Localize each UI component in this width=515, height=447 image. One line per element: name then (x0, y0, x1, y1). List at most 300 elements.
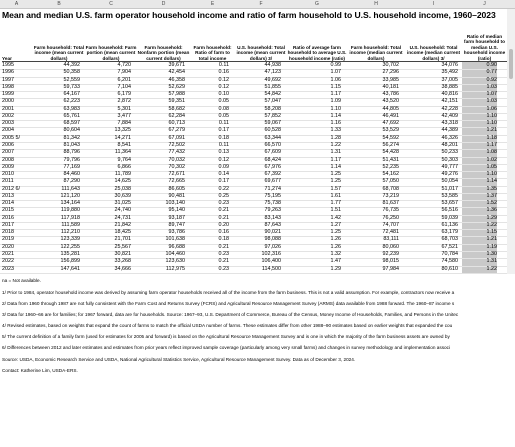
data-cell[interactable]: 57,047 (264, 98, 281, 105)
footnote-line[interactable]: 3/ Data for 1960–66 are for families; for 1967 forward, data are for households. Source: 1967–93, U.S. Department of Commerce, Bureau of the Census, Money Income of Households, Families, and Persons in the Unitec (2, 312, 459, 317)
data-cell[interactable]: 123,339 (60, 236, 80, 243)
data-cell[interactable]: 0.10 (218, 91, 229, 98)
data-cell[interactable]: 87,290 (63, 178, 80, 185)
data-cell[interactable]: 0.77 (486, 69, 497, 76)
data-cell[interactable]: 0.25 (218, 192, 229, 199)
data-cell[interactable]: 72,665 (168, 178, 185, 185)
data-cell[interactable]: 0.11 (218, 141, 229, 148)
year-cell[interactable]: 2011 (2, 178, 14, 185)
data-cell[interactable]: 0.13 (218, 149, 229, 156)
data-cell[interactable]: 1.17 (330, 156, 341, 163)
data-cell[interactable]: 44,389 (441, 127, 458, 134)
data-cell[interactable]: 1.16 (330, 120, 341, 127)
year-cell[interactable]: 2023 (2, 265, 14, 272)
data-cell[interactable]: 1.25 (330, 171, 341, 178)
year-cell[interactable]: 2008 (2, 156, 14, 163)
data-cell[interactable]: 1.37 (486, 192, 497, 199)
data-cell[interactable]: 1.31 (486, 258, 497, 265)
footnote-line[interactable]: 6/ Differences between 2012 and later estimates and estimates from prior years reflect improved sample coverage (particularly among very small farms) and changes in survey methodology and implementation associ (2, 345, 451, 350)
data-cell[interactable]: 1.32 (330, 251, 341, 258)
data-cell[interactable]: 40,816 (441, 91, 458, 98)
data-cell[interactable]: 1.10 (486, 171, 497, 178)
data-cell[interactable]: 72,481 (382, 229, 399, 236)
data-cell[interactable]: 1.35 (486, 185, 497, 192)
data-cell[interactable]: 50,233 (441, 149, 458, 156)
data-cell[interactable]: 62,284 (168, 112, 185, 119)
data-cell[interactable]: 50,054 (441, 178, 458, 185)
data-cell[interactable]: 51,017 (441, 185, 458, 192)
data-cell[interactable]: 102,316 (261, 251, 281, 258)
data-cell[interactable]: 1.30 (486, 251, 497, 258)
data-cell[interactable]: 1.10 (330, 105, 341, 112)
data-cell[interactable]: 1.22 (486, 221, 497, 228)
data-cell[interactable]: 60,713 (168, 120, 185, 127)
data-cell[interactable]: 1.29 (486, 214, 497, 221)
data-cell[interactable]: 7,104 (117, 83, 131, 90)
data-cell[interactable]: 39,671 (168, 62, 185, 68)
data-cell[interactable]: 59,039 (441, 214, 458, 221)
year-cell[interactable]: 2002 (2, 112, 14, 119)
data-cell[interactable]: 59,067 (264, 120, 281, 127)
data-cell[interactable]: 103,140 (165, 200, 185, 207)
data-cell[interactable]: 81,637 (382, 200, 399, 207)
data-cell[interactable]: 1.42 (330, 214, 341, 221)
data-cell[interactable]: 42,454 (168, 69, 185, 76)
header-farm-total-mean[interactable]: Farm household: Total income (mean current dollars) (33, 24, 85, 62)
data-cell[interactable]: 5,301 (117, 105, 131, 112)
data-cell[interactable]: 46,326 (441, 134, 458, 141)
data-cell[interactable]: 74,707 (382, 221, 399, 228)
data-cell[interactable]: 1.31 (330, 149, 341, 156)
data-cell[interactable]: 1.51 (330, 207, 341, 214)
data-cell[interactable]: 8,541 (117, 141, 131, 148)
header-ratio-average[interactable]: Ratio of average farm household to average U.S. household income (ratio) (287, 24, 347, 62)
data-cell[interactable]: 18,425 (114, 229, 131, 236)
data-cell[interactable]: 0.12 (218, 156, 229, 163)
data-cell[interactable]: 50,358 (63, 69, 80, 76)
data-cell[interactable]: 92,239 (382, 251, 399, 258)
data-cell[interactable]: 1.08 (486, 149, 497, 156)
column-letter[interactable]: C (109, 1, 113, 7)
data-cell[interactable]: 1.33 (330, 127, 341, 134)
data-cell[interactable]: 98,088 (264, 236, 281, 243)
data-cell[interactable]: 0.21 (218, 207, 229, 214)
data-cell[interactable]: 56,516 (441, 207, 458, 214)
data-cell[interactable]: 0.21 (218, 214, 229, 221)
data-cell[interactable]: 77,432 (168, 149, 185, 156)
data-cell[interactable]: 93,786 (168, 229, 185, 236)
data-cell[interactable]: 1.05 (486, 163, 497, 170)
data-cell[interactable]: 134,164 (60, 200, 80, 207)
footnote-line[interactable]: 2/ Data from 1960 through 1987 are not fully consistent with the Farm Cost and Returns Survey (FCRS) and Agricultural Resource Management Survey (ARMS) data available from 1988 forward. The 1960–87 income s (2, 301, 455, 306)
data-cell[interactable]: 57,050 (382, 178, 399, 185)
data-cell[interactable]: 52,629 (168, 83, 185, 90)
data-cell[interactable]: 1.14 (330, 163, 341, 170)
data-cell[interactable]: 90,021 (264, 229, 281, 236)
vertical-scrollbar[interactable] (507, 9, 515, 274)
data-cell[interactable]: 83,143 (264, 214, 281, 221)
header-ratio-farm-total[interactable]: Farm household: Ratio of farm to total income (190, 24, 235, 62)
data-cell[interactable]: 13,325 (114, 127, 131, 134)
data-cell[interactable]: 111,589 (61, 221, 80, 228)
data-cell[interactable]: 9,764 (117, 156, 131, 163)
column-letter[interactable]: F (259, 1, 263, 7)
year-cell[interactable]: 2004 (2, 127, 14, 134)
footnote-line[interactable]: Contact: Katherine Lim, USDA-ERS. (2, 368, 78, 373)
data-cell[interactable]: 1.10 (486, 120, 497, 127)
data-cell[interactable]: 58,208 (264, 105, 281, 112)
data-cell[interactable]: 70,784 (441, 251, 458, 258)
data-cell[interactable]: 76,735 (382, 207, 399, 214)
data-cell[interactable]: 111,643 (61, 185, 80, 192)
data-cell[interactable]: 0.23 (218, 251, 229, 258)
data-cell[interactable]: 33,985 (382, 76, 399, 83)
sheet-title[interactable]: Mean and median U.S. farm operator household income and ratio of farm household to U.S. household income, 1960–2023 (2, 10, 496, 20)
data-cell[interactable]: 0.18 (218, 134, 229, 141)
data-cell[interactable]: 63,179 (441, 229, 458, 236)
data-cell[interactable]: 24,740 (114, 207, 131, 214)
header-farm-portion-mean[interactable]: Farm household: Farm portion (mean current dollars) (85, 24, 137, 62)
data-cell[interactable]: 1.14 (486, 178, 497, 185)
footnote-line[interactable]: 4/ Revised estimates, based on weights that expand the count of farms to match the official USDA number of farms. These estimates differ from other 1988–90 estimates based on earlier weights that expanded the cou (2, 323, 453, 328)
data-cell[interactable]: 52,559 (63, 76, 80, 83)
data-cell[interactable]: 1.06 (486, 105, 497, 112)
data-cell[interactable]: 63,983 (63, 105, 80, 112)
data-cell[interactable]: 96,688 (168, 243, 185, 250)
data-cell[interactable]: 97,984 (382, 265, 399, 272)
data-cell[interactable]: 121,120 (60, 192, 80, 199)
data-cell[interactable]: 0.05 (218, 112, 229, 119)
data-cell[interactable]: 1.28 (330, 134, 341, 141)
year-cell[interactable]: 2021 (2, 251, 14, 258)
data-cell[interactable]: 51,855 (264, 83, 281, 90)
data-cell[interactable]: 63,344 (264, 134, 281, 141)
data-cell[interactable]: 89,747 (168, 221, 185, 228)
year-cell[interactable]: 1997 (2, 76, 14, 83)
data-cell[interactable]: 6,201 (117, 76, 131, 83)
data-cell[interactable]: 1.36 (486, 207, 497, 214)
data-cell[interactable]: 54,162 (382, 171, 399, 178)
data-cell[interactable]: 11,364 (114, 149, 131, 156)
year-cell[interactable]: 2017 (2, 221, 14, 228)
data-cell[interactable]: 67,091 (168, 134, 185, 141)
data-cell[interactable]: 0.16 (218, 69, 229, 76)
data-cell[interactable]: 68,703 (441, 236, 458, 243)
data-cell[interactable]: 0.17 (218, 178, 229, 185)
data-cell[interactable]: 106,400 (261, 258, 281, 265)
data-cell[interactable]: 42,228 (441, 105, 458, 112)
data-cell[interactable]: 74,580 (441, 258, 458, 265)
year-cell[interactable]: 2014 (2, 200, 14, 207)
column-letter[interactable]: D (161, 1, 166, 7)
data-cell[interactable]: 7,884 (117, 120, 131, 127)
column-letter[interactable]: J (483, 1, 486, 7)
year-cell[interactable]: 2019 (2, 236, 14, 243)
data-cell[interactable]: 1.17 (486, 141, 497, 148)
year-cell[interactable]: 1998 (2, 83, 14, 90)
data-cell[interactable]: 43,786 (382, 91, 399, 98)
data-cell[interactable]: 37,005 (441, 76, 458, 83)
footnote-line[interactable]: Source: USDA, Economic Research Service and USDA, National Agricultural Statistics Service, Agricultural Resource Management Survey. Data as of December 3, 2024. (2, 357, 356, 362)
data-cell[interactable]: 117,918 (60, 214, 80, 221)
data-cell[interactable]: 88,796 (63, 149, 80, 156)
data-cell[interactable]: 59,733 (63, 83, 80, 90)
data-cell[interactable]: 0.90 (486, 62, 497, 68)
data-cell[interactable]: 1.15 (330, 83, 341, 90)
data-cell[interactable]: 14,625 (114, 178, 131, 185)
data-cell[interactable]: 1.03 (486, 98, 497, 105)
data-cell[interactable]: 0.99 (330, 62, 341, 68)
data-cell[interactable]: 4,720 (117, 62, 131, 68)
data-cell[interactable]: 79,263 (264, 207, 281, 214)
data-cell[interactable]: 71,274 (264, 185, 281, 192)
data-cell[interactable]: 47,692 (382, 120, 399, 127)
data-cell[interactable]: 2,872 (117, 98, 131, 105)
data-cell[interactable]: 43,318 (441, 120, 458, 127)
data-cell[interactable]: 44,805 (382, 105, 399, 112)
year-cell[interactable]: 2000 (2, 98, 14, 105)
data-cell[interactable]: 72,502 (168, 141, 185, 148)
data-cell[interactable]: 0.23 (218, 200, 229, 207)
data-cell[interactable]: 112,210 (60, 229, 80, 236)
year-cell[interactable]: 2012 6/ (2, 185, 20, 192)
data-cell[interactable]: 0.22 (218, 185, 229, 192)
data-cell[interactable]: 1.77 (330, 200, 341, 207)
column-letter[interactable]: H (374, 1, 378, 7)
data-cell[interactable]: 68,424 (264, 156, 281, 163)
data-cell[interactable]: 1.22 (330, 141, 341, 148)
data-cell[interactable]: 1.47 (330, 258, 341, 265)
data-cell[interactable]: 67,609 (264, 149, 281, 156)
header-farm-total-median[interactable]: Farm household: Total income (median current dollars) (347, 24, 405, 62)
year-cell[interactable]: 2020 (2, 243, 14, 250)
data-cell[interactable]: 112,975 (165, 265, 185, 272)
data-cell[interactable]: 1.25 (330, 229, 341, 236)
data-cell[interactable]: 0.12 (218, 83, 229, 90)
data-cell[interactable]: 75,195 (264, 192, 281, 199)
header-nonfarm-portion-mean[interactable]: Farm household: Nonfarm portion (mean current dollars) (137, 24, 190, 62)
data-cell[interactable]: 49,276 (441, 171, 458, 178)
column-letter[interactable]: A (14, 1, 19, 7)
data-cell[interactable]: 81,043 (63, 141, 80, 148)
data-cell[interactable]: 67,279 (168, 127, 185, 134)
data-cell[interactable]: 1.07 (330, 69, 341, 76)
data-cell[interactable]: 50,303 (441, 156, 458, 163)
year-cell[interactable]: 1995 (2, 62, 14, 68)
data-cell[interactable]: 21,701 (114, 236, 131, 243)
column-letter[interactable]: I (432, 1, 435, 7)
footnote-line[interactable]: 5/ The current definition of a family farm (used for estimates for 2005 and forward) is based on the Agricultural Resource Management Survey and is one in which the majority of the farm business assets are owned by (2, 334, 450, 339)
data-cell[interactable]: 38,885 (441, 83, 458, 90)
year-cell[interactable]: 1996 (2, 69, 14, 76)
data-cell[interactable]: 1.52 (486, 200, 497, 207)
data-cell[interactable]: 43,520 (382, 98, 399, 105)
data-cell[interactable]: 54,842 (264, 91, 281, 98)
data-cell[interactable]: 6,866 (117, 163, 131, 170)
year-cell[interactable]: 2016 (2, 214, 14, 221)
data-cell[interactable]: 1.25 (330, 178, 341, 185)
data-cell[interactable]: 147,641 (60, 265, 80, 272)
scrollbar-thumb[interactable] (509, 49, 513, 79)
footnote-line[interactable]: 1/ Prior to 1984, operator household income was derived by assuming farm operator households received all of the income from the farm business. This is not a valid assumption. For example, contractors now receive a (2, 290, 455, 295)
data-cell[interactable]: 51,431 (382, 156, 399, 163)
data-cell[interactable]: 0.11 (218, 120, 229, 127)
data-cell[interactable]: 1.18 (486, 134, 497, 141)
data-cell[interactable]: 1.15 (486, 229, 497, 236)
data-cell[interactable]: 25,038 (114, 185, 131, 192)
data-cell[interactable]: 1.57 (330, 185, 341, 192)
data-cell[interactable]: 98,015 (382, 258, 399, 265)
data-cell[interactable]: 6,179 (117, 91, 131, 98)
header-us-total-mean[interactable]: U.S. household: Total income (mean current dollars) 3/ (235, 24, 287, 62)
data-cell[interactable]: 44,392 (63, 62, 80, 68)
data-cell[interactable]: 21,842 (114, 221, 131, 228)
data-cell[interactable]: 0.12 (218, 76, 229, 83)
data-cell[interactable]: 53,529 (382, 127, 399, 134)
year-cell[interactable]: 1999 (2, 91, 14, 98)
year-cell[interactable]: 2022 (2, 258, 14, 265)
data-cell[interactable]: 67,392 (264, 171, 281, 178)
data-cell[interactable]: 46,358 (168, 76, 185, 83)
data-cell[interactable]: 42,151 (441, 98, 458, 105)
data-cell[interactable]: 24,731 (114, 214, 131, 221)
data-cell[interactable]: 25,567 (114, 243, 131, 250)
data-cell[interactable]: 1.19 (486, 243, 497, 250)
data-cell[interactable]: 1.09 (330, 98, 341, 105)
data-cell[interactable]: 1.29 (330, 265, 341, 272)
year-cell[interactable]: 2015 (2, 207, 14, 214)
data-cell[interactable]: 46,491 (382, 112, 399, 119)
data-cell[interactable]: 90,481 (168, 192, 185, 199)
data-cell[interactable]: 77,169 (63, 163, 80, 170)
data-cell[interactable]: 31,025 (114, 200, 131, 207)
data-cell[interactable]: 104,460 (165, 251, 185, 258)
data-cell[interactable]: 54,592 (382, 134, 399, 141)
data-cell[interactable]: 135,281 (60, 251, 80, 258)
data-cell[interactable]: 1.26 (330, 243, 341, 250)
data-cell[interactable]: 75,738 (264, 200, 281, 207)
data-cell[interactable]: 114,500 (261, 265, 281, 272)
header-us-total-median[interactable]: U.S. household: Total income (median current dollars) 3/ (405, 24, 462, 62)
data-cell[interactable]: 57,988 (168, 91, 185, 98)
data-cell[interactable]: 52,235 (382, 163, 399, 170)
data-cell[interactable]: 61,136 (441, 221, 458, 228)
data-cell[interactable]: 67,521 (441, 243, 458, 250)
data-cell[interactable]: 95,140 (168, 207, 185, 214)
data-cell[interactable]: 34,076 (441, 62, 458, 68)
data-cell[interactable]: 0.21 (218, 243, 229, 250)
data-cell[interactable]: 34,666 (114, 265, 131, 272)
data-cell[interactable]: 53,657 (441, 200, 458, 207)
data-cell[interactable]: 86,605 (168, 185, 185, 192)
data-cell[interactable]: 56,274 (382, 141, 399, 148)
header-year[interactable]: Year (2, 24, 33, 62)
data-cell[interactable]: 1.10 (486, 112, 497, 119)
data-cell[interactable]: 1.03 (486, 83, 497, 90)
data-cell[interactable]: 57,852 (264, 112, 281, 119)
data-cell[interactable]: 0.18 (218, 236, 229, 243)
data-cell[interactable]: 1.26 (330, 236, 341, 243)
data-cell[interactable]: 44,938 (264, 62, 281, 68)
data-cell[interactable]: 1.02 (486, 156, 497, 163)
data-cell[interactable]: 69,677 (264, 178, 281, 185)
data-cell[interactable]: 0.05 (218, 98, 229, 105)
data-cell[interactable]: 123,630 (165, 258, 185, 265)
data-cell[interactable]: 33,268 (114, 258, 131, 265)
data-cell[interactable]: 1.61 (330, 192, 341, 199)
year-cell[interactable]: 2018 (2, 229, 14, 236)
data-cell[interactable]: 73,219 (382, 192, 399, 199)
header-ratio-median[interactable]: Ratio of median farm household to median U.S. household income (ratio) (462, 24, 507, 62)
year-cell[interactable]: 2005 5/ (2, 134, 20, 141)
data-cell[interactable]: 79,796 (63, 156, 80, 163)
data-cell[interactable]: 11,789 (114, 171, 131, 178)
year-cell[interactable]: 2009 (2, 163, 14, 170)
data-cell[interactable]: 30,821 (114, 251, 131, 258)
data-cell[interactable]: 101,638 (165, 236, 185, 243)
data-cell[interactable]: 62,223 (63, 98, 80, 105)
data-cell[interactable]: 0.23 (218, 265, 229, 272)
data-cell[interactable]: 97,026 (264, 243, 281, 250)
year-cell[interactable]: 2010 (2, 171, 14, 178)
data-cell[interactable]: 58,682 (168, 105, 185, 112)
data-cell[interactable]: 14,271 (114, 134, 131, 141)
column-letter[interactable]: G (315, 1, 319, 7)
data-cell[interactable]: 119,880 (60, 207, 80, 214)
data-cell[interactable]: 59,351 (168, 98, 185, 105)
data-cell[interactable]: 0.21 (218, 258, 229, 265)
data-cell[interactable]: 49,777 (441, 163, 458, 170)
year-cell[interactable]: 2006 (2, 141, 14, 148)
data-cell[interactable]: 76,250 (382, 214, 399, 221)
data-cell[interactable]: 0.17 (218, 127, 229, 134)
data-cell[interactable]: 81,342 (63, 134, 80, 141)
data-cell[interactable]: 30,702 (382, 62, 399, 68)
data-cell[interactable]: 67,976 (264, 163, 281, 170)
data-cell[interactable]: 0.11 (218, 62, 229, 68)
data-cell[interactable]: 72,671 (168, 171, 185, 178)
data-cell[interactable]: 53,585 (441, 192, 458, 199)
data-cell[interactable]: 1.07 (486, 91, 497, 98)
data-cell[interactable]: 65,761 (63, 112, 80, 119)
data-cell[interactable]: 60,528 (264, 127, 281, 134)
data-cell[interactable]: 68,597 (63, 120, 80, 127)
data-cell[interactable]: 64,167 (63, 91, 80, 98)
data-cell[interactable]: 1.27 (330, 221, 341, 228)
data-cell[interactable]: 30,639 (114, 192, 131, 199)
data-cell[interactable]: 42,409 (441, 112, 458, 119)
data-cell[interactable]: 0.14 (218, 171, 229, 178)
data-cell[interactable]: 49,692 (264, 76, 281, 83)
footnote-line[interactable]: na = Not available. (2, 278, 41, 283)
data-cell[interactable]: 1.06 (330, 76, 341, 83)
year-cell[interactable]: 2003 (2, 120, 14, 127)
column-letter[interactable]: B (57, 1, 61, 7)
data-cell[interactable]: 7,904 (117, 69, 131, 76)
data-cell[interactable]: 3,477 (117, 112, 131, 119)
data-cell[interactable]: 156,899 (60, 258, 80, 265)
data-cell[interactable]: 87,643 (264, 221, 281, 228)
data-cell[interactable]: 1.21 (486, 236, 497, 243)
data-cell[interactable]: 54,428 (382, 149, 399, 156)
data-cell[interactable]: 0.08 (218, 105, 229, 112)
data-cell[interactable]: 93,187 (168, 214, 185, 221)
data-cell[interactable]: 0.16 (218, 229, 229, 236)
data-cell[interactable]: 1.21 (486, 127, 497, 134)
data-cell[interactable]: 70,302 (168, 163, 185, 170)
year-cell[interactable]: 2001 (2, 105, 14, 112)
year-cell[interactable]: 2013 (2, 192, 14, 199)
